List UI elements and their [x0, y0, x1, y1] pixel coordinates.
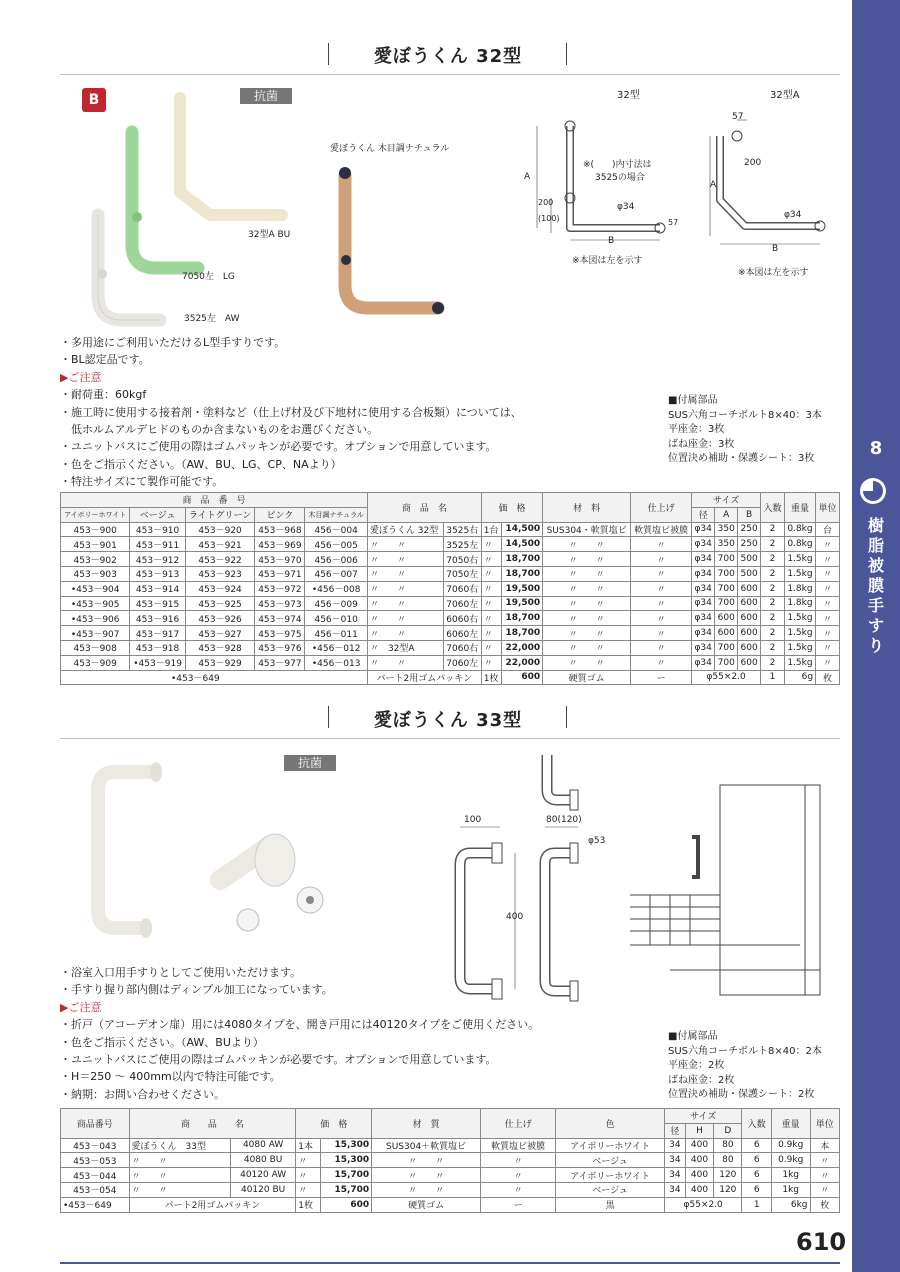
table-cell: 453－044	[61, 1168, 130, 1183]
dim-a: A	[524, 172, 531, 182]
table-cell: 〃 〃	[367, 655, 443, 670]
table-cell: 400	[685, 1153, 713, 1168]
table-cell: 6060右	[443, 611, 481, 626]
table-cell: 1台	[481, 522, 501, 537]
table-row	[61, 640, 840, 655]
table-cell: φ34	[692, 611, 715, 626]
table-cell: φ34	[692, 552, 715, 567]
table-cell: 〃	[481, 1168, 556, 1183]
table-cell: 7060右	[443, 581, 481, 596]
table-row	[61, 1182, 840, 1197]
table-cell: 453－903	[61, 566, 130, 581]
table-cell: 15,700	[321, 1182, 372, 1197]
table-cell: 700	[715, 655, 738, 670]
table-cell: 19,500	[502, 581, 543, 596]
dim-200: 200	[538, 198, 554, 207]
table-cell: 453－917	[130, 626, 185, 641]
section-rule	[60, 738, 840, 739]
table-cell: 1kg	[771, 1168, 810, 1183]
table-cell: 456－011	[305, 626, 368, 641]
table-cell: 〃 〃	[129, 1182, 230, 1197]
table-cell: 軟質塩ビ被膜	[631, 522, 692, 537]
table-cell: 14,500	[502, 522, 543, 537]
table-cell: 453－970	[255, 552, 305, 567]
spec-table-33: 商品番号 商 品 名 価 格 材 質 仕上げ 色 サイズ 入数 重量 単位 径 H D 453－043 愛ぼうくん 33型 4080 AW 1本 15,300 SUS304＋軟質塩ビ 軟質塩ビ被膜 アイボリーホワイト 34 400 80 6 0.9kg 本 453－053 〃 〃 4080 BU 〃 15,300 〃 〃 〃 ベージュ 34 400 80 6 0.9kg 〃 453－044 〃 〃 40120 AW 〃 15,700 〃 〃 〃 アイボリーホワイト 34 400 120 6 1kg 〃 453－054 〃 〃 40120 BU 〃 15,700 〃 〃 〃 ベージュ 34 400 120 6 1kg 〃 •453－649 パート2用ゴムパッキン 1枚 600 硬質ゴム ー 黒 φ55×2.0 1 6kg 枚	[60, 1108, 840, 1213]
table-cell: 1.5kg	[784, 611, 815, 626]
table-cell: 1.5kg	[784, 552, 815, 567]
table-cell: 〃	[481, 611, 501, 626]
table-cell: 〃	[481, 1153, 556, 1168]
table-cell: 6	[742, 1138, 771, 1153]
dim-phi53: φ53	[588, 836, 606, 846]
table-cell: 500	[738, 566, 761, 581]
table-cell: 453－923	[185, 566, 255, 581]
table-cell: •453－904	[61, 581, 130, 596]
dim-phi34: φ34	[617, 202, 635, 212]
table-cell: 7060右	[443, 640, 481, 655]
table-cell: 〃	[481, 1182, 556, 1197]
table-cell: 本	[810, 1138, 840, 1153]
table-cell: 〃	[296, 1168, 321, 1183]
table-cell: 〃 32型A	[367, 640, 443, 655]
table-cell: 〃	[296, 1153, 321, 1168]
table-cell: 0.9kg	[771, 1153, 810, 1168]
table-cell: 〃	[631, 640, 692, 655]
table-cell: 〃	[481, 640, 501, 655]
diagram-title-32a: 32型A	[770, 90, 800, 101]
table-cell: 〃	[631, 581, 692, 596]
table-cell: 〃	[816, 640, 840, 655]
table-cell: 453－918	[130, 640, 185, 655]
dim-200-b: 200	[744, 158, 762, 168]
table-cell: 〃 〃	[367, 611, 443, 626]
table-cell: 600	[738, 596, 761, 611]
table-cell: 〃	[631, 655, 692, 670]
table-cell: 〃	[631, 552, 692, 567]
table-cell: 〃 〃	[543, 581, 631, 596]
table-cell: 120	[714, 1168, 742, 1183]
table-cell: 700	[715, 640, 738, 655]
table-cell: 〃 〃	[367, 566, 443, 581]
table-row	[61, 552, 840, 567]
table-cell: 2	[761, 655, 785, 670]
table-cell: 453－921	[185, 537, 255, 552]
feature-list-32: ・多用途にご利用いただけるL型手すりです。 ・BL認定品です。 ▶ご注意 ・耐荷重：60kgf ・施工時に使用する接着剤・塗料など（仕上げ材及び下地材に使用する合板類）については、 低ホルムアルデヒドのものか含まないものをお選びください。 ・ユニットバスにご使用の際はゴムパッキンが必要です。オプションで用意しています。 ・色をご指示ください。（AW、BU、LG、CP、NAより） ・特注サイズにて製作可能です。	[60, 336, 522, 489]
table-cell: 4080 BU	[231, 1153, 296, 1168]
table-cell: 〃 〃	[367, 596, 443, 611]
table-cell: φ34	[692, 655, 715, 670]
section-rule	[60, 74, 840, 75]
table-cell: 40120 AW	[231, 1168, 296, 1183]
table-cell: φ34	[692, 522, 715, 537]
table-cell: 400	[685, 1138, 713, 1153]
accessory-list-33: ■付属部品 SUS六角コーチボルト8×40：2本 平座金：2枚 ばね座金：2枚 位置決め補助・保護シート：2枚	[668, 1031, 822, 1100]
table-cell: 〃 〃	[367, 581, 443, 596]
table-cell: φ34	[692, 626, 715, 641]
table-cell: 0.8kg	[784, 537, 815, 552]
page-number: 610	[796, 1228, 847, 1256]
table-cell: 〃	[481, 552, 501, 567]
table-cell: 350	[715, 522, 738, 537]
table-cell: •453－919	[130, 655, 185, 670]
diagram-title-32: 32型	[617, 90, 640, 101]
table-cell: 〃 〃	[543, 537, 631, 552]
table-cell: 4080 AW	[231, 1138, 296, 1153]
table-cell: 453－902	[61, 552, 130, 567]
table-cell: 1.5kg	[784, 640, 815, 655]
table-row	[61, 611, 840, 626]
table-cell: 〃 〃	[372, 1153, 481, 1168]
table-cell: 〃 〃	[372, 1182, 481, 1197]
table-cell: 453－915	[130, 596, 185, 611]
table-cell: 〃	[816, 552, 840, 567]
table-cell: 〃	[631, 611, 692, 626]
table-cell: 250	[738, 537, 761, 552]
dim-80-120: 80(120)	[546, 815, 582, 825]
table-cell: 34	[664, 1182, 685, 1197]
table-cell: •456－008	[305, 581, 368, 596]
table-cell: 453－054	[61, 1182, 130, 1197]
table-cell: 453－900	[61, 522, 130, 537]
table-cell: 〃	[816, 596, 840, 611]
table-cell: SUS304・軟質塩ビ	[543, 522, 631, 537]
table-cell: 7060左	[443, 596, 481, 611]
table-cell: •456－012	[305, 640, 368, 655]
table-cell: 453－914	[130, 581, 185, 596]
table-row	[61, 596, 840, 611]
note-inner-dim-1: ※( )内寸法は	[583, 160, 652, 170]
photo-label-3525-aw: 3525左 AW	[184, 314, 240, 324]
table-cell: 22,000	[502, 640, 543, 655]
table-cell: 〃 〃	[129, 1153, 230, 1168]
title-tick-left	[328, 43, 329, 65]
table-cell: 600	[738, 640, 761, 655]
table-cell: 7050左	[443, 566, 481, 581]
table-row	[61, 1153, 840, 1168]
antibacterial-badge: 抗菌	[284, 755, 336, 771]
table-cell: アイボリーホワイト	[556, 1168, 664, 1183]
table-cell: 120	[714, 1182, 742, 1197]
product-photos-33	[70, 750, 340, 960]
table-cell: 18,700	[502, 566, 543, 581]
table-cell: •453－905	[61, 596, 130, 611]
table-cell: 80	[714, 1153, 742, 1168]
table-cell: 453－920	[185, 522, 255, 537]
table-cell: 453－973	[255, 596, 305, 611]
table-cell: 453－909	[61, 655, 130, 670]
table-cell: 〃	[481, 581, 501, 596]
table-cell: 80	[714, 1138, 742, 1153]
table-cell: 250	[738, 522, 761, 537]
table-cell: 2	[761, 537, 785, 552]
table-cell: 〃 〃	[543, 566, 631, 581]
table-cell: 〃 〃	[367, 552, 443, 567]
table-cell: 〃	[816, 581, 840, 596]
table-cell: 700	[715, 566, 738, 581]
table-cell: アイボリーホワイト	[556, 1138, 664, 1153]
table-cell: 456－006	[305, 552, 368, 567]
page-rule	[60, 1262, 840, 1264]
table-cell: 6	[742, 1153, 771, 1168]
table-cell: 1.8kg	[784, 581, 815, 596]
table-row	[61, 626, 840, 641]
table-cell: 〃 〃	[543, 626, 631, 641]
table-cell: 22,000	[502, 655, 543, 670]
accessory-list-32: ■付属部品 SUS六角コーチボルト8×40：3本 平座金：3枚 ばね座金：3枚 位置決め補助・保護シート：3枚	[668, 395, 822, 464]
table-cell: 7060左	[443, 655, 481, 670]
table-cell: 1.5kg	[784, 626, 815, 641]
table-cell: 〃	[481, 537, 501, 552]
bl-logo: B	[82, 88, 106, 112]
table-cell: 〃	[481, 596, 501, 611]
title-tick-left	[328, 706, 329, 728]
table-cell: 3525右	[443, 522, 481, 537]
table-cell: 350	[715, 537, 738, 552]
table-cell: 34	[664, 1153, 685, 1168]
table-cell: ベージュ	[556, 1182, 664, 1197]
table-cell: 2	[761, 611, 785, 626]
table-cell: 600	[738, 611, 761, 626]
table-cell: 愛ぼうくん 33型	[129, 1138, 230, 1153]
note-inner-dim-2: 3525の場合	[595, 173, 645, 183]
table-cell: 〃	[631, 596, 692, 611]
table-row	[61, 655, 840, 670]
table-cell: 453－977	[255, 655, 305, 670]
table-cell: 456－009	[305, 596, 368, 611]
table-cell: 2	[761, 596, 785, 611]
title-tick-right	[566, 43, 567, 65]
table-cell: 1本	[296, 1138, 321, 1153]
table-row	[61, 1168, 840, 1183]
table-cell: 600	[738, 655, 761, 670]
table-cell: 〃	[810, 1168, 840, 1183]
table-cell: φ34	[692, 596, 715, 611]
table-cell: 〃	[631, 626, 692, 641]
table-cell: ベージュ	[556, 1153, 664, 1168]
table-cell: 453－927	[185, 626, 255, 641]
table-cell: 0.8kg	[784, 522, 815, 537]
table-cell: 453－974	[255, 611, 305, 626]
table-cell: 1kg	[771, 1182, 810, 1197]
photo-label-7050-lg: 7050左 LG	[182, 272, 235, 282]
table-cell: 700	[715, 596, 738, 611]
table-cell: 〃	[631, 566, 692, 581]
table-cell: 453－053	[61, 1153, 130, 1168]
dim-400: 400	[506, 912, 524, 922]
table-cell: 453－976	[255, 640, 305, 655]
table-cell: 453－929	[185, 655, 255, 670]
dim-100: (100)	[538, 214, 560, 223]
table-cell: 〃	[481, 626, 501, 641]
dim-b-b: B	[772, 244, 779, 254]
title-tick-right	[566, 706, 567, 728]
table-cell: 456－010	[305, 611, 368, 626]
table-cell: 453－968	[255, 522, 305, 537]
table-cell: 600	[738, 626, 761, 641]
table-row	[61, 566, 840, 581]
table-cell: 600	[715, 626, 738, 641]
table-cell: 1.5kg	[784, 655, 815, 670]
table-cell: 〃	[816, 566, 840, 581]
table-cell: 6060左	[443, 626, 481, 641]
diagram-note-right: ※本図は左を示す	[738, 268, 809, 278]
table-cell: SUS304＋軟質塩ビ	[372, 1138, 481, 1153]
dim-b: B	[608, 236, 615, 246]
table-row	[61, 1138, 840, 1153]
table-cell: 453－901	[61, 537, 130, 552]
table-cell: φ34	[692, 537, 715, 552]
table-cell: 6	[742, 1168, 771, 1183]
table-cell: 〃	[816, 537, 840, 552]
dimension-diagram-32	[515, 108, 845, 258]
spec-table-32: 商 品 番 号 商 品 名 価 格 材 料 仕上げ サイズ 入数 重量 単位 アイボリーホワイト ベージュ ライトグリーン ピンク 木目調ナチュラル 径 A B 453－900 453－910 453－920 453－968 456－004 愛ぼうくん 32型 3525右 1台 14,500 SUS304・軟質塩ビ 軟質塩ビ被膜 φ34 350 250 2 0.8kg 台 453－901 453－911 453－921 453－969 456－005 〃 〃 3525左 〃 14,500 〃 〃 〃 φ34 350 250 2 0.8kg 〃 453－902 453－912 453－922 453－970 456－006 〃 〃 7050右 〃 18,700 〃 〃 〃 φ34 700 500 2 1.5kg 〃 453－903 453－913 453－923 453－971 456－007 〃 〃 7050左 〃 18,700 〃 〃 〃 φ34 700 500 2 1.5kg 〃 •453－904 453－914 453－924 453－972 •456－008 〃 〃 7060右 〃 19,500 〃 〃 〃 φ34 700 600 2 1.8kg 〃 •453－905 453－915 453－925 453－973 456－009 〃 〃 7060左 〃 19,500 〃 〃 〃 φ34 700 600 2 1.8kg 〃 •453－906 453－916 453－926 453－974 456－010 〃 〃 6060右 〃 18,700 〃 〃 〃 φ34 600 600 2 1.5kg 〃 •453－907 453－917 453－927 453－975 456－011 〃 〃 6060左 〃 18,700 〃 〃 〃 φ34 600 600 2 1.5kg 〃 453－908 453－918 453－928 453－976 •456－012 〃 32型A 7060右 〃 22,000 〃 〃 〃 φ34 700 600 2 1.5kg 〃 453－909 •453－919 453－929 453－977 •456－013 〃 〃 7060左 〃 22,000 〃 〃 〃 φ34 700 600 2 1.5kg 〃 •453－649 パート2用ゴムパッキン 1枚 600 硬質ゴム ー φ55×2.0 1 6g 枚	[60, 492, 840, 685]
table-cell: 456－007	[305, 566, 368, 581]
table-cell: 700	[715, 581, 738, 596]
table-cell: 400	[685, 1182, 713, 1197]
table-cell: •453－906	[61, 611, 130, 626]
table-cell: 〃	[816, 611, 840, 626]
table-cell: 3525左	[443, 537, 481, 552]
table-cell: 40120 BU	[231, 1182, 296, 1197]
table-cell: 453－926	[185, 611, 255, 626]
table-cell: 〃	[816, 655, 840, 670]
table-cell: 453－975	[255, 626, 305, 641]
table-row	[61, 537, 840, 552]
table-cell: 〃 〃	[543, 640, 631, 655]
table-cell: 2	[761, 522, 785, 537]
table-cell: 〃 〃	[129, 1168, 230, 1183]
feature-list-33: ・浴室入口用手すりとしてご使用いただけます。 ・手すり握り部内側はディンプル加工になっています。 ▶ご注意 ・折戸（アコーデオン扉）用には4080タイプを、開き戸用には40120タイプをご使用ください。 ・色をご指示ください。（AW、BUより） ・ユニットバスにご使用の際はゴムパッキンが必要です。オプションで用意しています。 ・H＝250 ～ 400mm以内で特注可能です。 ・納期：お問い合わせください。	[60, 966, 540, 1101]
chapter-pie-icon	[860, 478, 886, 504]
table-cell: 〃 〃	[372, 1168, 481, 1183]
table-cell: 〃	[481, 566, 501, 581]
table-cell: 18,700	[502, 552, 543, 567]
table-cell: 1.8kg	[784, 596, 815, 611]
table-row	[61, 522, 840, 537]
table-cell: 愛ぼうくん 32型	[367, 522, 443, 537]
table-cell: 台	[816, 522, 840, 537]
table-cell: 2	[761, 552, 785, 567]
table-cell: 軟質塩ビ被膜	[481, 1138, 556, 1153]
table-cell: 456－004	[305, 522, 368, 537]
table-cell: 453－908	[61, 640, 130, 655]
photo-label-32a-bu: 32型A BU	[248, 230, 291, 240]
table-row: •453－649 パート2用ゴムパッキン 1枚 600 硬質ゴム ー 黒 φ55×2.0 1 6kg 枚	[61, 1197, 840, 1212]
table-cell: 2	[761, 566, 785, 581]
table-cell: 456－005	[305, 537, 368, 552]
table-cell: 〃 〃	[543, 596, 631, 611]
chapter-number: 8	[869, 438, 883, 459]
table-cell: 453－972	[255, 581, 305, 596]
table-cell: 1.5kg	[784, 566, 815, 581]
table-cell: •453－907	[61, 626, 130, 641]
table-cell: 15,700	[321, 1168, 372, 1183]
table-cell: φ34	[692, 581, 715, 596]
table-cell: 0.9kg	[771, 1138, 810, 1153]
table-cell: 7050右	[443, 552, 481, 567]
dim-57-b: 57	[732, 112, 744, 122]
table-cell: φ34	[692, 566, 715, 581]
table-cell: 18,700	[502, 626, 543, 641]
table-cell: 453－922	[185, 552, 255, 567]
table-cell: 34	[664, 1138, 685, 1153]
dim-100-33: 100	[464, 815, 482, 825]
table-cell: 500	[738, 552, 761, 567]
table-cell: 18,700	[502, 611, 543, 626]
antibacterial-badge: 抗菌	[240, 88, 292, 104]
section-title-33: 愛ぼうくん 33型	[373, 710, 523, 731]
table-cell: •456－013	[305, 655, 368, 670]
table-cell: 453－913	[130, 566, 185, 581]
dim-a-b: A	[710, 180, 717, 190]
table-cell: 〃	[810, 1153, 840, 1168]
table-cell: 453－925	[185, 596, 255, 611]
table-cell: 〃 〃	[543, 552, 631, 567]
photo-label-wood: 愛ぼうくん 木目調ナチュラル	[330, 144, 450, 154]
table-cell: 600	[738, 581, 761, 596]
table-cell: 15,300	[321, 1153, 372, 1168]
table-cell: 2	[761, 640, 785, 655]
section-title-32: 愛ぼうくん 32型	[373, 46, 523, 67]
table-cell: 19,500	[502, 596, 543, 611]
table-cell: 15,300	[321, 1138, 372, 1153]
table-cell: 6	[742, 1182, 771, 1197]
table-cell: 453－924	[185, 581, 255, 596]
table-cell: 〃 〃	[367, 626, 443, 641]
table-cell: 700	[715, 552, 738, 567]
dim-phi34-b: φ34	[784, 210, 802, 220]
table-cell: 〃 〃	[367, 537, 443, 552]
dim-57: 57	[668, 218, 679, 227]
table-cell: 600	[715, 611, 738, 626]
table-cell: 453－912	[130, 552, 185, 567]
table-cell: 453－971	[255, 566, 305, 581]
table-cell: 〃	[810, 1182, 840, 1197]
table-cell: 〃	[631, 537, 692, 552]
table-cell: 453－916	[130, 611, 185, 626]
table-cell: 2	[761, 626, 785, 641]
table-row: •453－649 パート2用ゴムパッキン 1枚 600 硬質ゴム ー φ55×2.0 1 6g 枚	[61, 670, 840, 685]
table-cell: 453－969	[255, 537, 305, 552]
table-cell: 34	[664, 1168, 685, 1183]
table-cell: 453－910	[130, 522, 185, 537]
table-cell: 2	[761, 581, 785, 596]
table-cell: 〃	[296, 1182, 321, 1197]
table-cell: 400	[685, 1168, 713, 1183]
table-cell: 453－911	[130, 537, 185, 552]
table-cell: 〃	[816, 626, 840, 641]
table-cell: 453－928	[185, 640, 255, 655]
table-cell: φ34	[692, 640, 715, 655]
product-photos-32	[60, 80, 480, 350]
chapter-title: 樹 脂 被 膜 手 す り	[867, 516, 884, 655]
table-cell: 〃 〃	[543, 611, 631, 626]
table-cell: 453－043	[61, 1138, 130, 1153]
table-cell: 〃 〃	[543, 655, 631, 670]
diagram-note-left: ※本図は左を示す	[572, 256, 643, 266]
table-row	[61, 581, 840, 596]
table-cell: 〃	[481, 655, 501, 670]
table-cell: 14,500	[502, 537, 543, 552]
